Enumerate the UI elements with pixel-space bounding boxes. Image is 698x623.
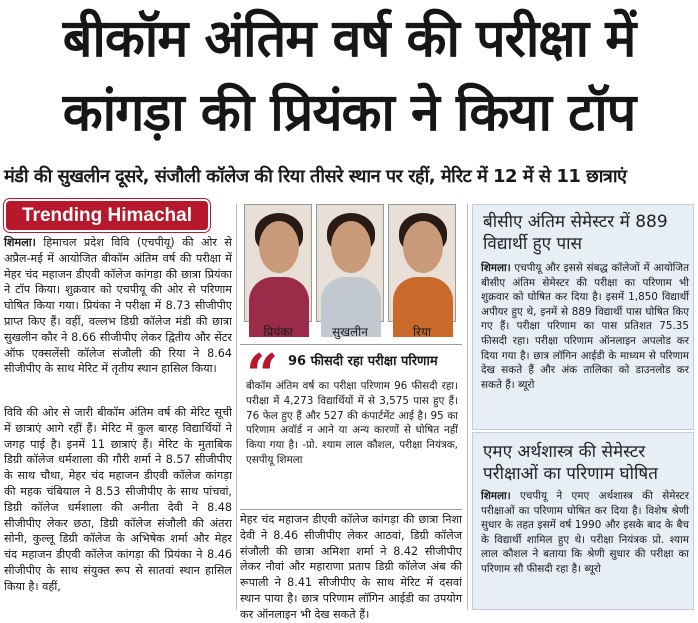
photo-caption: सुखलीन [332, 325, 368, 339]
sidebar-story-ma-economics [472, 432, 694, 610]
article-body-continued [240, 512, 462, 621]
headline [0, 0, 698, 156]
column-divider [467, 204, 468, 610]
sidebar-story-body [481, 489, 689, 577]
sidebar-story-body [481, 261, 689, 392]
dateline: शिमला। [481, 490, 511, 502]
headline-line-1: बीकॉम अंतिम वर्ष की परीक्षा में [62, 9, 636, 69]
photo-caption: रिया [412, 325, 432, 339]
photo-caption: प्रियंका [263, 325, 293, 339]
article-body-para-2 [4, 405, 232, 610]
headline-line-2: कांगड़ा की प्रियंका ने किया टॉप [62, 83, 636, 143]
column-divider [236, 204, 237, 610]
student-photo [316, 204, 384, 322]
article-text: विवि की ओर से जारी बीकॉम अंतिम वर्ष की मेरिट सूची में छात्राएं आगे रहीं हैं। मेरिट में कुल बारह विद्यार्थियों ने जगह पाई है। इनमें 11 छात्राएं हैं। मेरिट के मुताबिक डिग्री कॉलेज धर्मशाला की गौरी शर्मा ने 8.57 सीजीपीए के साथ चौथा, मेहर चंद महाजन डीएवी कॉलेज कांगड़ा की महक चंबियाल ने 8.53 सीजीपीए के साथ पांचवां, डिग्री कॉलेज धर्मशाला की अनीता देवी ने 8.48 सीजीपीए लेकर छठा, डिग्री कॉलेज संजौली की अंतरा सोनी, कुल्लू डिग्री कॉलेज के अभिषेक शर्मा और मेहर चंद महाजन डीएवी कॉलेज कांगड़ा की प्रियंका ने 8.46 सीजीपीए के साथ संयुक्त रूप से सातवां स्थान हासिल किया है। वहीं, [4, 406, 232, 593]
student-photo [244, 204, 312, 322]
sidebar-story-text: एचपीयू ने एमए अर्थशास्त्र की सेमेस्टर परीक्षाओं का परिणाम घोषित कर दिया है। विशेष श्रेणी सुधार के तहत इसमें वर्ष 1990 और इसके बाद के बैच के विद्यार्थी शामिल हुए थे। परीक्षा नियंत्रक प्रो. श्याम लाल कौशल ने बताया कि श्रेणी सुधार की परीक्षा का परिणाम सौ फीसदी रहा है। ब्यूरो [481, 490, 689, 575]
sidebar-story-text: एचपीयू और इससे संबद्ध कॉलेजों में आयोजित बीसीए अंतिम सेमेस्टर की परीक्षा का परिणाम भी शुक्रवार को घोषित कर दिया है। इसमें 1,850 विद्यार्थी अपीयर हुए थे, इनमें से 889 विद्यार्थी पास घोषित किए गए हैं। परीक्षा परिणाम का पास प्रतिशत 75.35 फीसदी रहा। परीक्षा परिणाम ऑनलाइन अपलोड कर दिया गया है। छात्र लॉगिन आईडी के माध्यम से परिणाम देख सकते हैं और अंक तालिका को डाउनलोड कर सकते हैं। ब्यूरो [481, 262, 689, 391]
sidebar-story-title: एमए अर्थशास्त्र की सेमेस्टर परीक्षाओं का परिणाम घोषित [483, 442, 658, 484]
quote-mark-icon: “ [246, 342, 279, 408]
pull-quote-title: 96 फीसदी रहा परीक्षा परिणाम [288, 354, 438, 369]
student-photos [240, 204, 462, 340]
dateline: शिमला। [4, 236, 36, 249]
article-body-para-1 [4, 235, 232, 405]
article-text: हिमाचल प्रदेश विवि (एचपीयू) की ओर से अप्रैल-मई में आयोजित बीकॉम अंतिम वर्ष की परीक्षा में मेहर चंद महाजन डीएवी कॉलेज कांगड़ा की छात्रा प्रियंका ने टॉप किया। शुक्रवार को एचपीयू की ओर से परिणाम घोषित किया गया। प्रियंका ने परीक्षा में 8.73 सीजीपीए प्राप्त किए हैं। वहीं, वल्लभ डिग्री कॉलेज मंडी की छात्रा सुखलीन कौर ने 8.66 सीजीपीए लेकर द्वितीय और सेंटर ऑफ एक्सलेंसी कॉलेज संजौली की रिया ने 8.64 सीजीपीए के साथ मेरिट में तृतीय स्थान हासिल किया। [4, 236, 232, 376]
student-photo [388, 204, 456, 322]
pull-quote-body: बीकॉम अंतिम वर्ष का परीक्षा परिणाम 96 फीसदी रहा। परीक्षा में 4,273 विद्यार्थियों में से 3,575 पास हुए हैं। 76 फेल हुए हैं और 527 की कंपार्टमेंट आई है। 95 का परिणाम अवॉर्ड न आने या अन्य कारणों से घोषित नहीं किया गया है। -प्रो. श्याम लाल कौशल, परीक्षा नियंत्रक, एसपीयू शिमला [246, 380, 458, 466]
trending-badge: Trending Himachal [4, 199, 210, 232]
pull-quote [240, 344, 462, 510]
dateline: शिमला। [481, 262, 511, 274]
sidebar-story-bca [472, 204, 694, 430]
article-text: मेहर चंद महाजन डीएवी कॉलेज कांगड़ा की छात्रा निशा देवी ने 8.46 सीजीपीए लेकर आठवां, डिग्री कॉलेज संजौली की छात्रा अमिशा शर्मा ने 8.42 सीजीपीए लेकर नौवां और महाराणा प्रताप डिग्री कॉलेज अंब की रूपाली ने 8.41 सीजीपीए के साथ मेरिट में दसवां स्थान पाया है। छात्र परिणाम लॉगिन आईडी का उपयोग कर ऑनलाइन भी देख सकते हैं। [240, 513, 462, 621]
sidebar-story-title: बीसीए अंतिम सेमेस्टर में 889 विद्यार्थी हुए पास [483, 212, 668, 254]
subheadline: मंडी की सुखलीन दूसरे, संजौली कॉलेज की रिया तीसरे स्थान पर रहीं, मेरिट में 12 में से 11 छात्राएं [4, 166, 627, 187]
